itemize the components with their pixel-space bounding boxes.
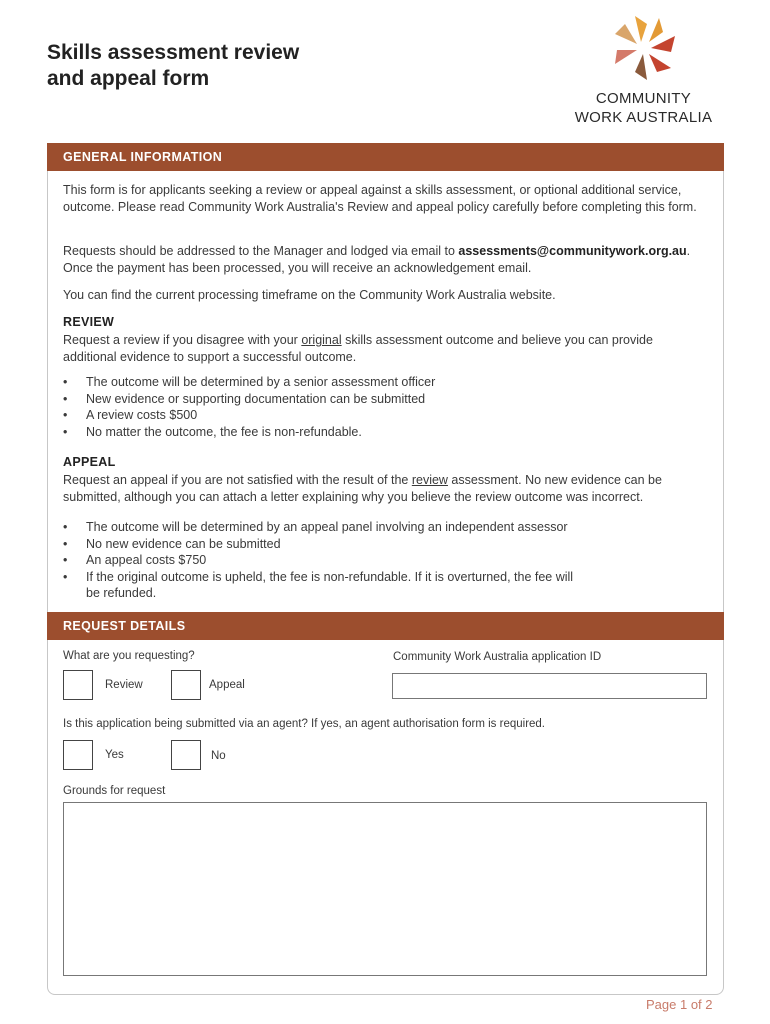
appeal-text-pre: Request an appeal if you are not satisfied with the result of the <box>63 473 412 487</box>
review-text-post: skills assessment outcome and believe you can provide additional evidence to support a successful outcome. <box>63 333 653 364</box>
appeal-bullet: • The outcome will be determined by an appeal panel involving an independent assessor <box>63 519 703 536</box>
review-heading: REVIEW <box>63 315 115 329</box>
review-bullet: • A review costs $500 <box>63 407 703 424</box>
logo-line-2: WORK AUSTRALIA <box>574 109 713 126</box>
requests-paragraph <box>63 243 703 276</box>
intro-paragraph: This form is for applicants seeking a review or appeal against a skills assessment, or optional additional service, outcome. Please read Community Work Australia's Review and appeal policy carefully before completing this form. <box>63 183 697 214</box>
appeal-bullet-list <box>63 519 703 602</box>
title-line-2: and appeal form <box>47 67 210 90</box>
title-line-1: Skills assessment review <box>47 41 300 64</box>
application-id-label: Community Work Australia application ID <box>393 651 602 663</box>
agent-yes-checkbox[interactable] <box>63 740 93 770</box>
appeal-option-label: Appeal <box>209 679 245 691</box>
appeal-paragraph <box>63 472 703 505</box>
review-checkbox[interactable] <box>63 670 93 700</box>
review-bullet: • New evidence or supporting documentation can be submitted <box>63 391 703 408</box>
grounds-label: Grounds for request <box>63 785 166 797</box>
logo-line-1: COMMUNITY <box>595 90 692 107</box>
appeal-bullet: • No new evidence can be submitted <box>63 536 703 553</box>
review-option-label: Review <box>105 679 143 691</box>
agent-question-label: Is this application being submitted via an agent? If yes, an agent authorisation form is required. <box>63 718 546 730</box>
appeal-bullet: • An appeal costs $750 <box>63 552 703 569</box>
review-text-pre: Request a review if you disagree with your <box>63 333 302 347</box>
yes-option-label: Yes <box>105 749 124 761</box>
application-id-field[interactable] <box>392 673 707 699</box>
request-details-header: REQUEST DETAILS <box>47 612 724 640</box>
requests-text-post: . Once the payment has been processed, you will receive an acknowledgement email. <box>63 244 691 275</box>
no-option-label: No <box>211 750 226 762</box>
review-paragraph <box>63 332 703 365</box>
general-information-header: GENERAL INFORMATION <box>47 143 724 171</box>
review-bullet: • The outcome will be determined by a senior assessment officer <box>63 374 703 391</box>
email-address: assessments@communitywork.org.au <box>458 244 687 258</box>
appeal-checkbox[interactable] <box>171 670 201 700</box>
review-underlined: original <box>301 333 342 347</box>
logo-wordmark <box>566 89 721 127</box>
appeal-heading: APPEAL <box>63 455 116 469</box>
review-bullet: • No matter the outcome, the fee is non-refundable. <box>63 424 703 441</box>
requests-text-pre: Requests should be addressed to the Manager and lodged via email to <box>63 244 459 258</box>
page-number: Page 1 of 2 <box>646 997 713 1012</box>
agent-no-checkbox[interactable] <box>171 740 201 770</box>
appeal-underlined: review <box>411 473 448 487</box>
requesting-label: What are you requesting? <box>63 650 195 662</box>
appeal-bullet: • If the original outcome is upheld, the fee is non-refundable. If it is overturned, the fee will be refunded. <box>63 569 703 602</box>
review-bullet-list <box>63 374 703 440</box>
appeal-text-post: assessment. No new evidence can be submitted, although you can attach a letter explaining why you believe the review outcome was incorrect. <box>63 473 662 504</box>
processing-paragraph: You can find the current processing timeframe on the Community Work Australia website. <box>63 288 556 302</box>
page-title <box>47 40 299 92</box>
grounds-textarea[interactable] <box>63 802 707 976</box>
